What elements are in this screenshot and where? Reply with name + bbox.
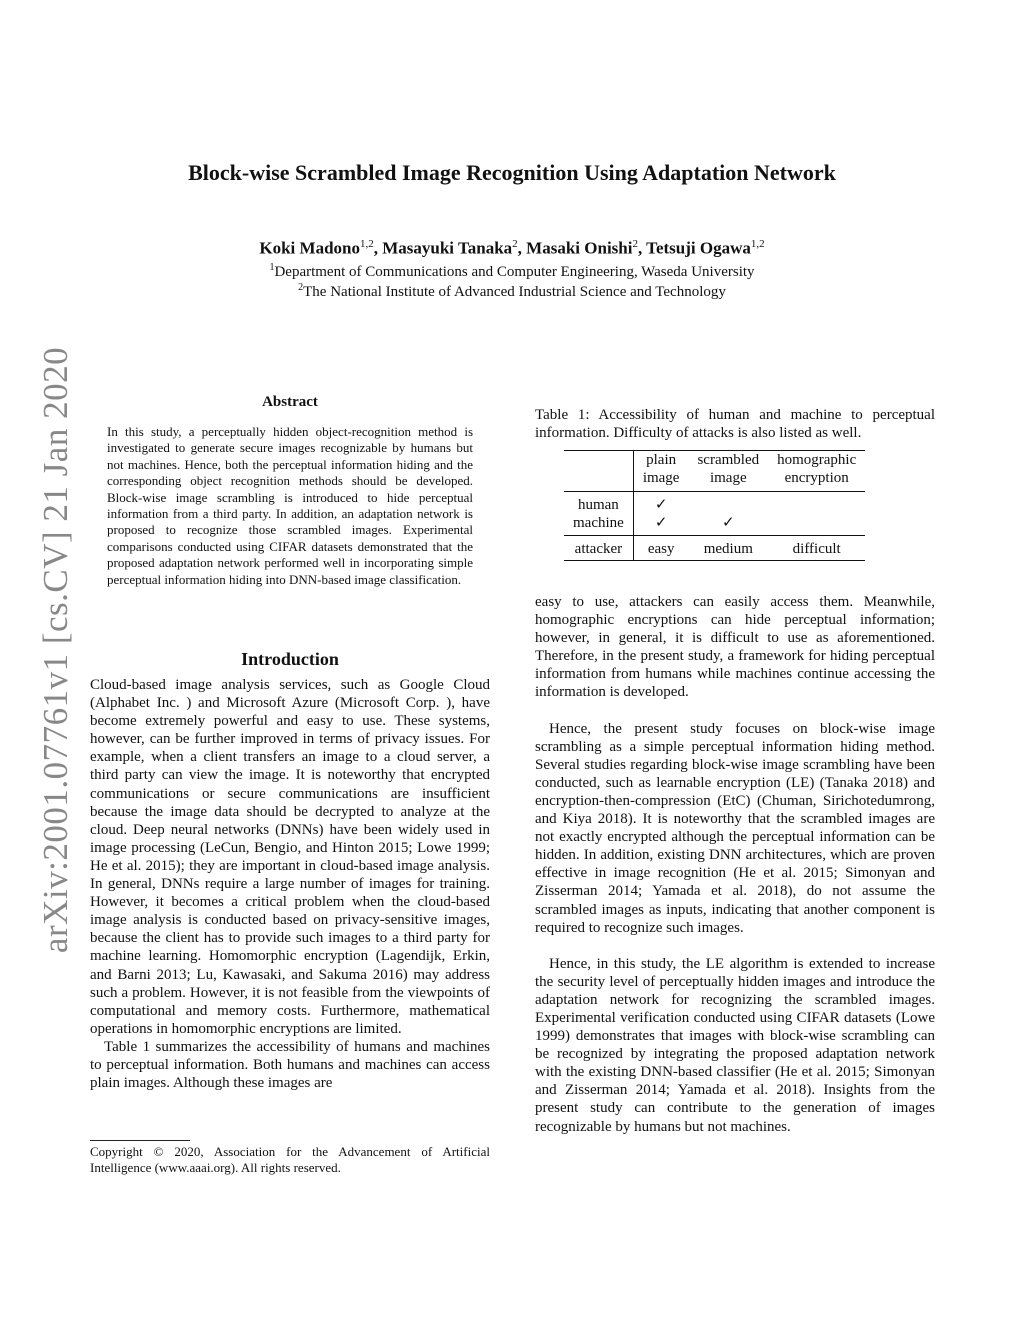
column-header: plain image [633,451,688,492]
author-name: Koki Madono [259,238,360,258]
row-label: attacker [564,536,633,561]
author-affiliation-marker: 1,2 [359,238,374,250]
author-separator: , [373,238,383,258]
author-separator: , [517,238,527,258]
arxiv-stamp: arXiv:2001.07761v1 [cs.CV] 21 Jan 2020 [36,346,75,954]
author-name: Tetsuji Ogawa [646,238,751,258]
table-cell: medium [688,536,768,561]
introduction-body [90,676,490,1092]
table-cell: ✓ [633,492,688,515]
paragraph: easy to use, attackers can easily access them. Meanwhile, homographic encryptions can hide perceptual information; however, in general, it is difficult to use as aforementioned. Therefore, in the present study, a framework for hiding perceptual information from humans while machines continue accessing the information is developed. [535,594,935,701]
abstract-heading: Abstract [262,394,318,410]
affiliation-text: The National Institute of Advanced Industrial Science and Technology [303,284,726,300]
column-header: homographic encryption [768,451,865,492]
footnote-rule [90,1140,190,1141]
table-row [564,536,865,561]
column-header: scrambled image [688,451,768,492]
table-corner-cell [564,451,633,492]
introduction-heading: Introduction [241,649,339,669]
accessibility-table [564,450,865,561]
affiliation-text: Department of Communications and Computer Engineering, Waseda University [274,264,755,280]
affiliation-2 [0,282,1024,301]
table-cell [768,514,865,536]
copyright-footnote: Copyright © 2020, Association for the Advancement of Artificial Intelligence (www.aaai.org). All rights reserved. [90,1144,490,1175]
paragraph: Table 1 summarizes the accessibility of humans and machines to perceptual information. Both humans and machines can access plain images. Although these images are [90,1038,490,1092]
affiliation-1 [0,262,1024,281]
paragraph: Hence, in this study, the LE algorithm is extended to increase the security level of perceptually hidden images and introduce the adaptation network for recognizing the scrambled images. Experimental verification conducted using CIFAR datasets (Lowe 1999) demonstrates that images with block-wise scrambling can be recognized by integrating the proposed adaptation network with the existing DNN-based classifier (He et al. 2015; Simonyan and Zisserman 2014; Yamada et al. 2018). Insights from the present study can contribute to the generation of images recognizable by humans but not machines. [535,955,935,1135]
row-label: human [564,492,633,515]
affiliation-marker: 2 [298,282,304,293]
row-label: machine [564,514,633,536]
affiliation-marker: 1 [269,262,275,273]
table-cell [768,492,865,515]
right-column-body [535,593,935,1136]
author-affiliation-marker: 2 [632,238,638,250]
table-row [564,492,865,515]
table-cell: ✓ [722,515,735,531]
author-separator: , [637,238,647,258]
paper-title: Block-wise Scrambled Image Recognition Using Adaptation Network [188,160,836,185]
author-name: Masayuki Tanaka [382,238,513,258]
author-affiliation-marker: 2 [512,238,518,250]
table-cell: ✓ [654,515,668,531]
paragraph: Cloud-based image analysis services, such as Google Cloud (Alphabet Inc. ) and Microsoft Azure (Microsoft Corp. ), have become extremely powerful and easy to use. These systems, however, can be further improved in terms of privacy issues. For example, when a client transfers an image to a cloud server, a third party can view the image. It is noteworthy that encrypted communications or secure communications are insufficient because the image data should be decrypted to analyze at the cloud. Deep neural networks (DNNs) have been widely used in image processing (LeCun, Bengio, and Hinton 2015; Lowe 1999; He et al. 2015); they are important in cloud-based image analysis. In general, DNNs require a large number of images for training. However, it becomes a critical problem when the cloud-based image analysis is conducted based on privacy-sensitive images, because the client has to provide such images to a third party for machine learning. Homomorphic encryption (Lagendijk, Erkin, and Barni 2013; Lu, Kawasaki, and Sakuma 2016) may address such a problem. However, it is not feasible from the viewpoints of computational and memory costs. Furthermore, mathematical operations in homomorphic encryptions are limited. [90,677,490,1037]
author-affiliation-marker: 1,2 [750,238,765,250]
paragraph: Hence, the present study focuses on block-wise image scrambling as a simple perceptual information hiding method. Several studies regarding block-wise image scrambling have been conducted, such as learnable encryption (LE) (Tanaka 2018) and encryption-then-compression (EtC) (Chuman, Sirichotedumrong, and Kiya 2018). It is noteworthy that the scrambled images are not exactly encrypted although the perceptual information can be hidden. In addition, existing DNN architectures, which are proven effective in image recognition (He et al. 2015; Simonyan and Zisserman 2014; Yamada et al. 2018), do not assume the scrambled images as inputs, indicating that another component is required to recognize such images. [535,720,935,936]
table-cell [688,492,768,515]
author-name: Masaki Onishi [526,238,633,258]
table-row [564,514,865,536]
table-cell: difficult [768,536,865,561]
table-header-row [564,451,865,492]
abstract-text: In this study, a perceptually hidden object-recognition method is investigated to generate secure images recognizable by humans but not machines. Hence, both the perceptual information hiding and the corresponding object recognition methods should be developed. Block-wise image scrambling is introduced to hide perceptual information from a third party. In addition, an adaptation network is proposed to recognize those scrambled images. Experimental comparisons conducted using CIFAR datasets demonstrated that the proposed adaptation network performed well in incorporating simple perceptual information hiding into DNN-based image classification. [107,424,473,587]
author-list [0,238,1024,259]
table-caption: Table 1: Accessibility of human and machine to perceptual information. Difficulty of attacks is also listed as well. [535,407,935,441]
table-cell: easy [633,536,688,561]
